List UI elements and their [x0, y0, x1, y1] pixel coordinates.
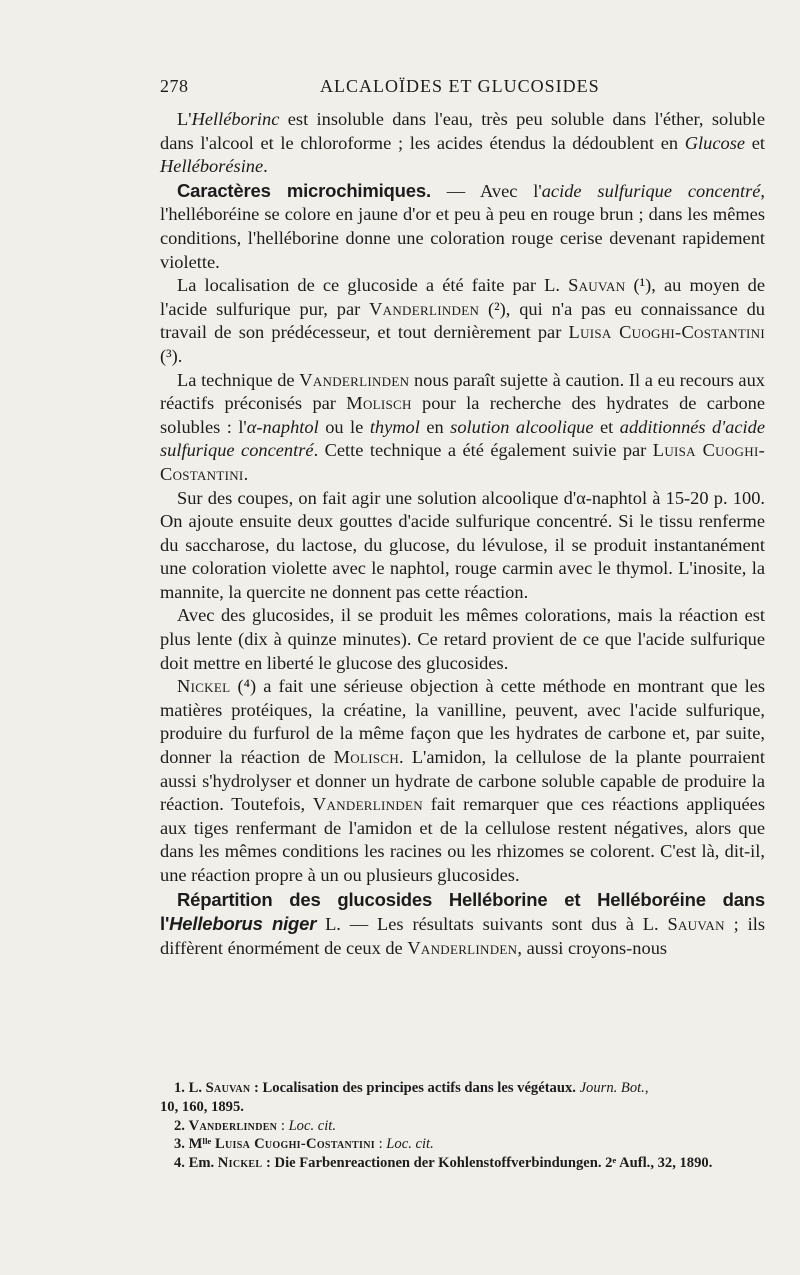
section-heading: Répartition des glucosides Helléborine et Helléboréine dans l' — [160, 888, 765, 935]
page-number: 278 — [160, 76, 189, 96]
footnote: 3. Mˡˡᵉ Luisa Cuoghi-Costantini : Loc. cit. — [174, 1136, 434, 1153]
section-heading: Caractères microchimiques. — [177, 179, 431, 201]
running-title: ALCALOÏDES ET GLUCOSIDES — [320, 76, 600, 96]
paragraph: La technique de Vanderlinden nous paraît sujette à caution. Il a eu recours aux réactifs préconisés par Molisch pour la recherche des hydrates de carbone solubles : l'α-naphtol ou le thymol en solution alcoolique et additionnés d'acide sulfurique concentré. Cette technique a été également suivie par Luisa Cuoghi-Costantini. — [160, 369, 766, 484]
body-text — [160, 108, 765, 960]
footnotes — [160, 1079, 775, 1173]
paragraph: La localisation de ce glucoside a été faite par L. Sauvan (¹), au moyen de l'acide sulfurique pur, par Vanderlinden (²), qui n'a pas eu connaissance du travail de son prédécesseur, et tout dernièrement par Luisa Cuoghi-Costantini (³). — [160, 275, 766, 366]
paragraph: Avec des glucosides, il se produit les mêmes colorations, mais la réaction est plus lente (dix à quinze minutes). Ce retard provient de ce que l'acide sulfurique doit mettre en liberté le glucose des glucosides. — [160, 605, 765, 673]
paragraph-distribution: Répartition des glucosides Helléborine et Helléboréine dans l'Helleborus niger L. — Les résultats suivants sont dus à L. Sauvan ; ils diffèrent énormément de ceux de Vanderlinden, aussi croyons-nous — [160, 888, 765, 958]
paragraph: Sur des coupes, on fait agir une solution alcoolique d'α-naphtol à 15-20 p. 100. On ajoute ensuite deux gouttes d'acide sulfurique concentré. Si le tissu renferme du saccharose, du lactose, du glucose, du lévulose, il se produit instantanément une coloration violette avec le naphtol, rouge carmin avec le thymol. L'inosite, la mannite, la quercite ne donnent pas cette réaction. — [160, 487, 765, 602]
footnote-continuation: 10, 160, 1895. — [160, 1098, 244, 1115]
paragraph: Nickel (⁴) a fait une sérieuse objection à cette méthode en montrant que les matières protéiques, la créatine, la vanilline, peuvent, avec l'acide sulfurique, produire du furfurol de la même façon que les hydrates de carbone et, par suite, donner la réaction de Molisch. L'amidon, la cellulose de la plante pourraient aussi s'hydrolyser et donner un hydrate de carbone soluble capable de produire la réaction. Toutefois, Vanderlinden fait remarquer que ces réactions appliquées aux tiges renfermant de l'amidon et de la cellulose restent négatives, alors que dans les mêmes conditions les racines ou les rhizomes se colorent. C'est là, dit-il, une réaction propre à un ou plusieurs glucosides. — [160, 676, 765, 885]
paragraph-microchemical: Caractères microchimiques. — Avec l'acide sulfurique concentré, l'helléboréine se colore en jaune d'or et peu à peu en rouge brun ; dans les mêmes conditions, l'helléborine donne une coloration rouge cerise devenant rapidement violette. — [160, 179, 765, 272]
footnote: 1. L. Sauvan : Localisation des principes actifs dans les végétaux. Journ. Bot., — [174, 1080, 649, 1096]
footnote: 4. Em. Nickel : Die Farbenreactionen der Kohlenstoffverbindungen. 2ᵉ Aufl., 32, 1890. — [174, 1155, 713, 1172]
running-header — [160, 76, 600, 100]
paragraph: L'Helléborinc est insoluble dans l'eau, très peu soluble dans l'éther, soluble dans l'alcool et le chloroforme ; les acides étendus la dédoublent en Glucose et Helléborésine. — [160, 109, 765, 177]
footnote: 2. Vanderlinden : Loc. cit. — [174, 1117, 336, 1134]
